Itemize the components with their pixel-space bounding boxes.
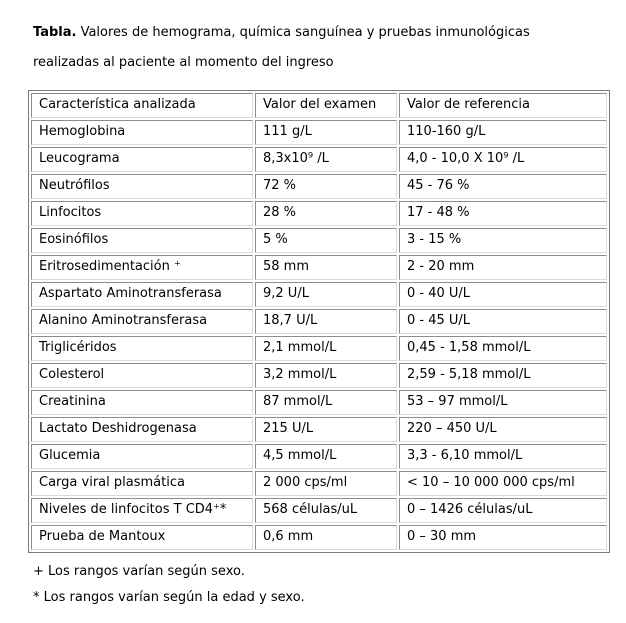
table-row (31, 282, 607, 307)
table-row (31, 147, 607, 172)
footnote-sex: + Los rangos varían según sexo. (33, 564, 245, 579)
cell-reference-value: 2,59 - 5,18 mmol/L (399, 363, 607, 388)
cell-exam-value: 58 mm (255, 255, 397, 280)
cell-reference-value: 0,45 - 1,58 mmol/L (399, 336, 607, 361)
cell-exam-value: 2 000 cps/ml (255, 471, 397, 496)
cell-reference-value: 3,3 - 6,10 mmol/L (399, 444, 607, 469)
table-row (31, 417, 607, 442)
cell-exam-value: 18,7 U/L (255, 309, 397, 334)
cell-characteristic: Glucemia (31, 444, 253, 469)
cell-characteristic: Colesterol (31, 363, 253, 388)
cell-exam-value: 9,2 U/L (255, 282, 397, 307)
table-row (31, 228, 607, 253)
cell-characteristic: Alanino Aminotransferasa (31, 309, 253, 334)
lab-results-table (28, 90, 610, 553)
cell-reference-value: < 10 – 10 000 000 cps/ml (399, 471, 607, 496)
header-exam-value: Valor del examen (255, 93, 397, 118)
table-row (31, 444, 607, 469)
cell-characteristic: Aspartato Aminotransferasa (31, 282, 253, 307)
cell-exam-value: 28 % (255, 201, 397, 226)
header-characteristic: Característica analizada (31, 93, 253, 118)
caption-line1: Valores de hemograma, química sanguínea y pruebas inmunológicas (80, 25, 530, 40)
cell-characteristic: Hemoglobina (31, 120, 253, 145)
cell-characteristic: Eosinófilos (31, 228, 253, 253)
table-row (31, 390, 607, 415)
cell-characteristic: Eritrosedimentación ⁺ (31, 255, 253, 280)
cell-exam-value: 3,2 mmol/L (255, 363, 397, 388)
cell-exam-value: 72 % (255, 174, 397, 199)
caption-line2: realizadas al paciente al momento del ingreso (33, 55, 334, 70)
cell-reference-value: 0 – 30 mm (399, 525, 607, 550)
cell-reference-value: 2 - 20 mm (399, 255, 607, 280)
table-row (31, 309, 607, 334)
table-row (31, 174, 607, 199)
table-row (31, 120, 607, 145)
header-reference-value: Valor de referencia (399, 93, 607, 118)
cell-reference-value: 220 – 450 U/L (399, 417, 607, 442)
cell-reference-value: 45 - 76 % (399, 174, 607, 199)
table-row (31, 201, 607, 226)
cell-reference-value: 0 – 1426 células/uL (399, 498, 607, 523)
cell-reference-value: 110-160 g/L (399, 120, 607, 145)
cell-characteristic: Lactato Deshidrogenasa (31, 417, 253, 442)
cell-exam-value: 87 mmol/L (255, 390, 397, 415)
cell-characteristic: Linfocitos (31, 201, 253, 226)
cell-exam-value: 5 % (255, 228, 397, 253)
caption-label: Tabla. (33, 25, 77, 40)
table-row (31, 336, 607, 361)
cell-exam-value: 2,1 mmol/L (255, 336, 397, 361)
cell-characteristic: Neutrófilos (31, 174, 253, 199)
cell-exam-value: 8,3x10⁹ /L (255, 147, 397, 172)
cell-characteristic: Niveles de linfocitos T CD4⁺* (31, 498, 253, 523)
table-body (31, 120, 607, 550)
cell-reference-value: 17 - 48 % (399, 201, 607, 226)
cell-exam-value: 111 g/L (255, 120, 397, 145)
cell-characteristic: Prueba de Mantoux (31, 525, 253, 550)
table-row (31, 471, 607, 496)
cell-reference-value: 0 - 40 U/L (399, 282, 607, 307)
cell-exam-value: 568 células/uL (255, 498, 397, 523)
table-row (31, 498, 607, 523)
table-row (31, 525, 607, 550)
cell-exam-value: 4,5 mmol/L (255, 444, 397, 469)
cell-characteristic: Triglicéridos (31, 336, 253, 361)
header-row (31, 93, 607, 118)
cell-reference-value: 53 – 97 mmol/L (399, 390, 607, 415)
cell-reference-value: 3 - 15 % (399, 228, 607, 253)
cell-characteristic: Carga viral plasmática (31, 471, 253, 496)
table-row (31, 363, 607, 388)
cell-characteristic: Leucograma (31, 147, 253, 172)
cell-reference-value: 4,0 - 10,0 X 10⁹ /L (399, 147, 607, 172)
cell-reference-value: 0 - 45 U/L (399, 309, 607, 334)
cell-exam-value: 0,6 mm (255, 525, 397, 550)
table-caption (33, 18, 593, 78)
table-row (31, 255, 607, 280)
footnote-age-sex: * Los rangos varían según la edad y sexo. (33, 590, 305, 605)
cell-exam-value: 215 U/L (255, 417, 397, 442)
cell-characteristic: Creatinina (31, 390, 253, 415)
